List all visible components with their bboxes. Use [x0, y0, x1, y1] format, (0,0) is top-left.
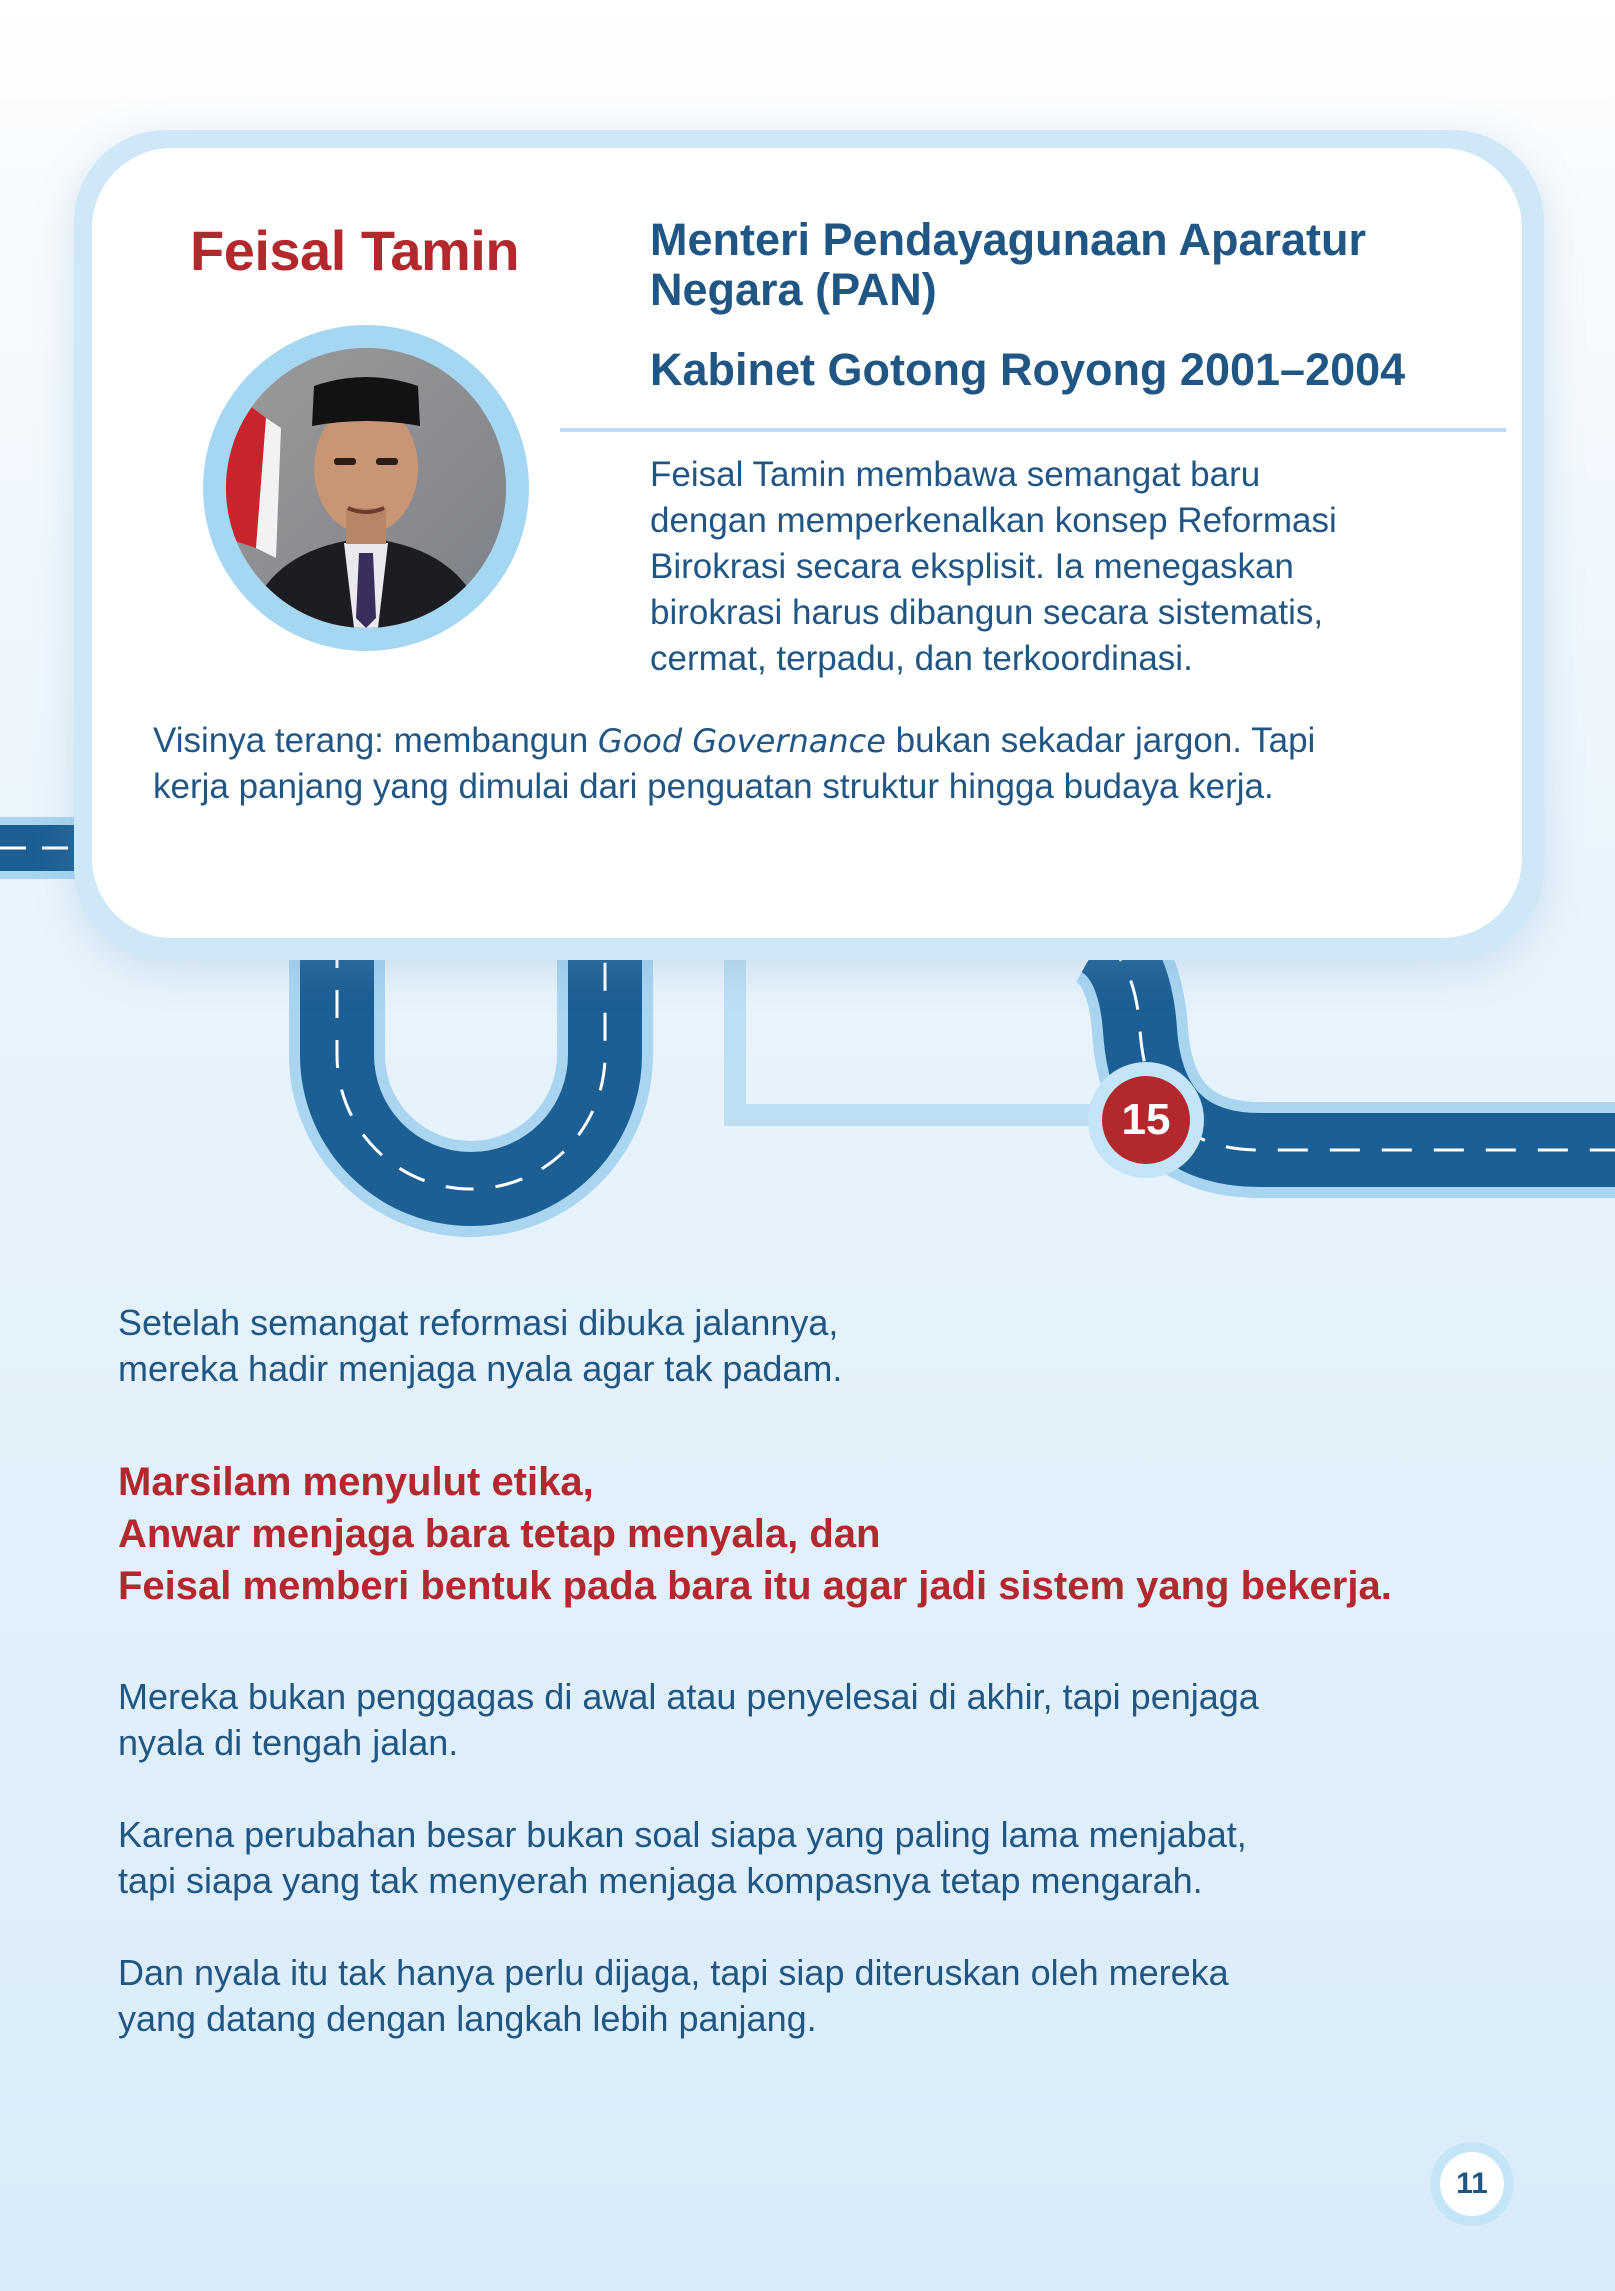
paragraph-line: nyala di tengah jalan. — [118, 1722, 459, 1763]
role-line: Menteri Pendayagunaan Aparatur — [650, 214, 1367, 265]
profile-role — [650, 215, 1470, 315]
description-line: birokrasi harus dibangun secara sistematis, — [650, 593, 1324, 632]
paragraph-4 — [118, 1950, 1518, 2042]
paragraph-line: yang datang dengan langkah lebih panjang. — [118, 1998, 817, 2039]
description-line: Feisal Tamin membawa semangat baru — [650, 455, 1261, 494]
highlight-line: Marsilam menyulut etika, — [118, 1460, 594, 1504]
divider — [560, 428, 1506, 432]
profile-photo — [226, 348, 506, 628]
vision-italic: Good Governance — [597, 722, 886, 760]
description-line: Birokrasi secara eksplisit. Ia menegaskan — [650, 547, 1294, 586]
paragraph-line: Setelah semangat reformasi dibuka jalannya, — [118, 1302, 839, 1343]
paragraph-line: mereka hadir menjaga nyala agar tak padam. — [118, 1348, 843, 1389]
paragraph-line: tapi siapa yang tak menyerah menjaga kompasnya tetap mengarah. — [118, 1860, 1203, 1901]
description-line: dengan memperkenalkan konsep Reformasi — [650, 501, 1337, 540]
highlight-paragraph — [118, 1456, 1568, 1612]
profile-vision — [153, 718, 1503, 810]
portrait-illustration — [226, 348, 506, 628]
page-number: 11 — [1440, 2152, 1504, 2216]
role-line: Negara (PAN) — [650, 264, 937, 315]
profile-cabinet: Kabinet Gotong Royong 2001–2004 — [650, 344, 1406, 395]
intro-paragraph — [118, 1300, 1518, 1392]
vision-line — [153, 718, 1503, 764]
vision-suffix: bukan sekadar jargon. Tapi — [885, 721, 1316, 760]
paragraph-line: Mereka bukan penggagas di awal atau penyelesai di akhir, tapi penjaga — [118, 1676, 1259, 1717]
paragraph-3 — [118, 1812, 1518, 1904]
milestone-number: 15 — [1102, 1076, 1190, 1164]
vision-prefix: Visinya terang: membangun — [153, 721, 598, 760]
description-line: cermat, terpadu, dan terkoordinasi. — [650, 639, 1193, 678]
vision-line: kerja panjang yang dimulai dari penguatan struktur hingga budaya kerja. — [153, 767, 1274, 806]
profile-description — [650, 452, 1520, 682]
paragraph-line: Dan nyala itu tak hanya perlu dijaga, tapi siap diteruskan oleh mereka — [118, 1952, 1229, 1993]
profile-name: Feisal Tamin — [190, 219, 520, 282]
highlight-line: Feisal memberi bentuk pada bara itu agar jadi sistem yang bekerja. — [118, 1564, 1392, 1608]
highlight-line: Anwar menjaga bara tetap menyala, dan — [118, 1512, 881, 1556]
paragraph-line: Karena perubahan besar bukan soal siapa yang paling lama menjabat, — [118, 1814, 1247, 1855]
paragraph-2 — [118, 1674, 1518, 1766]
